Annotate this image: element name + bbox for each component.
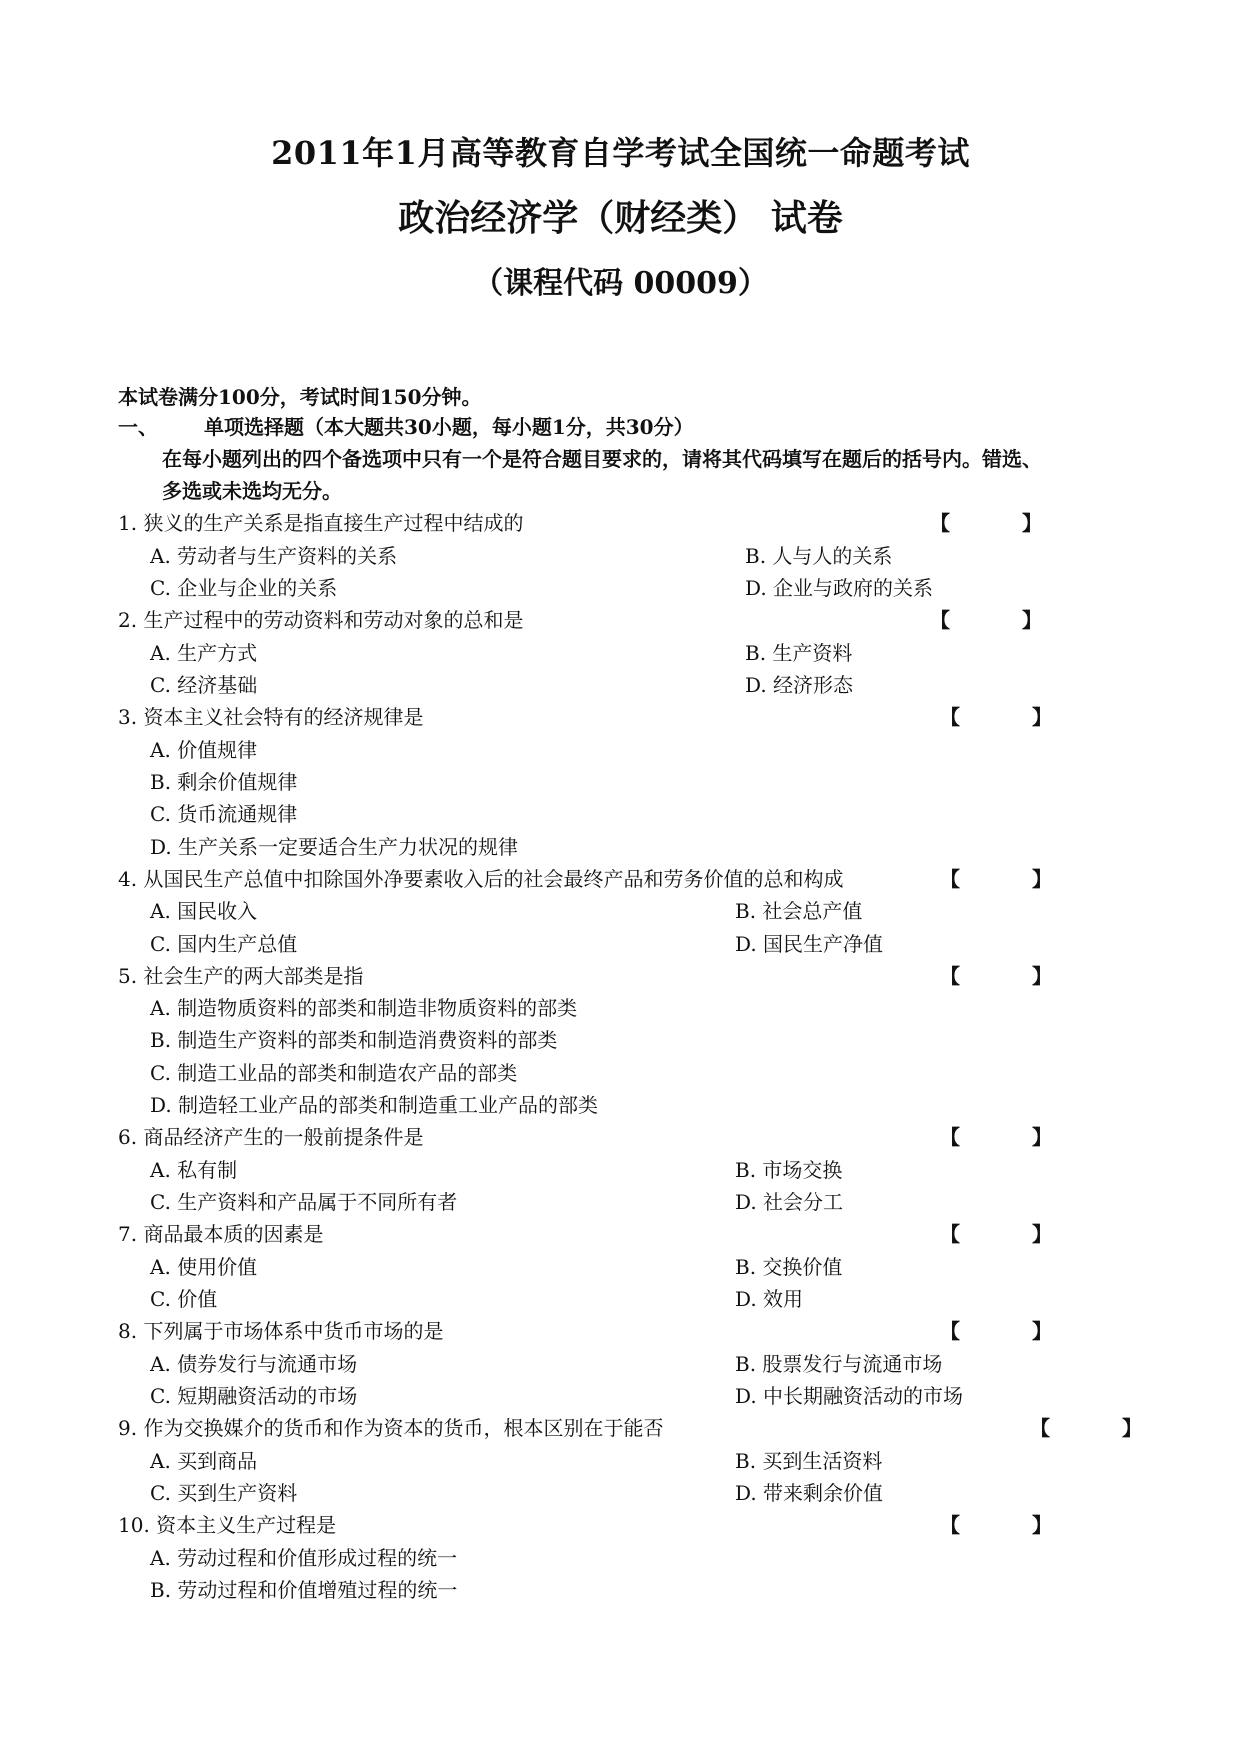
option-b: B. 生产资料 (745, 641, 853, 665)
option-d: D. 生产关系一定要适合生产力状况的规律 (150, 835, 519, 859)
option-b: B. 交换价值 (735, 1255, 843, 1279)
question-stem: 9. 作为交换媒介的货币和作为资本的货币，根本区别在于能否 (118, 1416, 664, 1440)
option-a: A. 使用价值 (150, 1255, 258, 1279)
option-d: D. 经济形态 (745, 673, 854, 697)
option-c: C. 价值 (150, 1287, 218, 1311)
question-stem: 3. 资本主义社会特有的经济规律是 (118, 705, 424, 729)
answer-bracket: 【 】 (940, 705, 1052, 729)
option-c: C. 买到生产资料 (150, 1481, 298, 1505)
option-b: B. 社会总产值 (735, 899, 863, 923)
course-code: （课程代码 00009） (473, 266, 768, 301)
option-a: A. 债券发行与流通市场 (150, 1352, 358, 1376)
option-b: B. 制造生产资料的部类和制造消费资料的部类 (150, 1028, 558, 1052)
answer-bracket: 【 】 (940, 964, 1052, 988)
option-d: D. 制造轻工业产品的部类和制造重工业产品的部类 (150, 1093, 599, 1117)
option-a: A. 劳动者与生产资料的关系 (150, 544, 398, 568)
option-d: D. 国民生产净值 (735, 932, 884, 956)
option-d: D. 效用 (735, 1287, 804, 1311)
exam-title: 2011年1月高等教育自学考试全国统一命题考试 (271, 134, 970, 172)
question-stem: 6. 商品经济产生的一般前提条件是 (118, 1125, 424, 1149)
option-b: B. 买到生活资料 (735, 1449, 883, 1473)
option-c: C. 短期融资活动的市场 (150, 1384, 358, 1408)
option-a: A. 价值规律 (150, 738, 258, 762)
question-stem: 7. 商品最本质的因素是 (118, 1222, 324, 1246)
option-a: A. 私有制 (150, 1158, 238, 1182)
score-note: 本试卷满分100分，考试时间150分钟。 (118, 385, 482, 409)
answer-bracket: 【 】 (940, 1319, 1052, 1343)
option-a: A. 制造物质资料的部类和制造非物质资料的部类 (150, 996, 578, 1020)
answer-bracket: 【 】 (930, 511, 1042, 535)
answer-bracket: 【 】 (930, 608, 1042, 632)
answer-bracket: 【 】 (940, 1125, 1052, 1149)
option-a: A. 劳动过程和价值形成过程的统一 (150, 1546, 458, 1570)
question-stem: 1. 狭义的生产关系是指直接生产过程中结成的 (118, 511, 524, 535)
answer-bracket: 【 】 (940, 1222, 1052, 1246)
question-stem: 2. 生产过程中的劳动资料和劳动对象的总和是 (118, 608, 524, 632)
option-d: D. 社会分工 (735, 1190, 844, 1214)
option-c: C. 企业与企业的关系 (150, 576, 338, 600)
instruction-line-1: 在每小题列出的四个备选项中只有一个是符合题目要求的，请将其代码填写在题后的括号内。错选、 (162, 447, 1042, 471)
option-b: B. 市场交换 (735, 1158, 843, 1182)
option-b: B. 劳动过程和价值增殖过程的统一 (150, 1578, 458, 1602)
option-c: C. 经济基础 (150, 673, 258, 697)
option-b: B. 股票发行与流通市场 (735, 1352, 943, 1376)
instruction-line-2: 多选或未选均无分。 (162, 479, 342, 503)
exam-subject: 政治经济学（财经类） 试卷 (398, 197, 843, 239)
option-a: A. 生产方式 (150, 641, 258, 665)
section-title: 单项选择题（本大题共30小题，每小题1分，共30分） (204, 415, 694, 439)
option-a: A. 买到商品 (150, 1449, 258, 1473)
option-c: C. 国内生产总值 (150, 932, 298, 956)
option-c: C. 生产资料和产品属于不同所有者 (150, 1190, 458, 1214)
answer-bracket: 【 】 (940, 867, 1052, 891)
option-d: D. 企业与政府的关系 (745, 576, 934, 600)
question-stem: 10. 资本主义生产过程是 (118, 1513, 337, 1537)
option-a: A. 国民收入 (150, 899, 258, 923)
question-stem: 8. 下列属于市场体系中货币市场的是 (118, 1319, 444, 1343)
option-c: C. 制造工业品的部类和制造农产品的部类 (150, 1061, 518, 1085)
option-c: C. 货币流通规律 (150, 802, 298, 826)
question-stem: 4. 从国民生产总值中扣除国外净要素收入后的社会最终产品和劳务价值的总和构成 (118, 867, 844, 891)
question-stem: 5. 社会生产的两大部类是指 (118, 964, 364, 988)
option-b: B. 人与人的关系 (745, 544, 893, 568)
answer-bracket: 【 】 (1030, 1416, 1142, 1440)
option-d: D. 带来剩余价值 (735, 1481, 884, 1505)
option-b: B. 剩余价值规律 (150, 770, 298, 794)
answer-bracket: 【 】 (940, 1513, 1052, 1537)
option-d: D. 中长期融资活动的市场 (735, 1384, 964, 1408)
section-number: 一、 (118, 415, 158, 439)
